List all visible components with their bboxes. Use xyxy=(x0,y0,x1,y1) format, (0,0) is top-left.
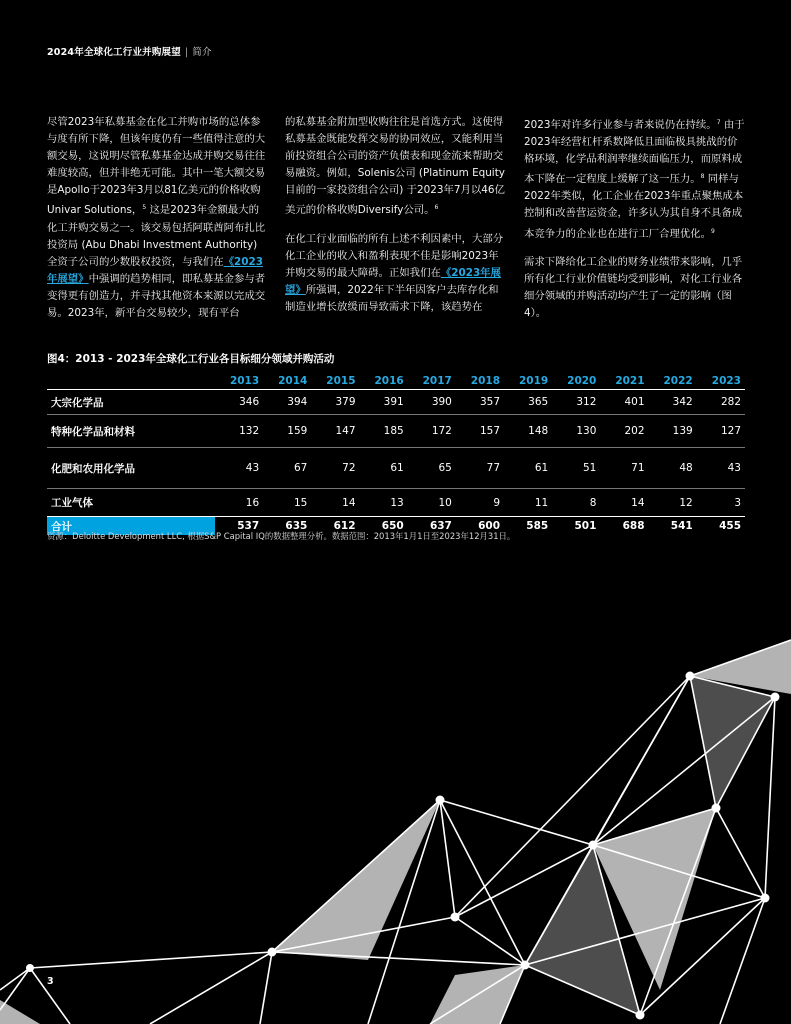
total-cell: 501 xyxy=(552,517,600,536)
table-cell: 67 xyxy=(263,448,311,489)
total-cell: 635 xyxy=(263,517,311,536)
total-cell: 637 xyxy=(408,517,456,536)
table-cell: 9 xyxy=(493,496,501,509)
table-cell: 172 xyxy=(408,415,456,448)
table-cell: 202 xyxy=(600,415,648,448)
text-run: 所强调，2022年下半年因客户去库存化和制造业增长放缓而导致需求下降，该趋势在 xyxy=(285,283,499,313)
table-cell: 3 xyxy=(734,496,741,509)
table-cell: 61 xyxy=(360,448,408,489)
year-header: 2013 xyxy=(215,372,263,390)
paragraph xyxy=(285,231,507,316)
table-row xyxy=(47,489,745,517)
footnote-ref: 5 xyxy=(142,204,147,212)
year-header: 2022 xyxy=(649,372,697,390)
table-cell: 185 xyxy=(360,415,408,448)
table-cell: 77 xyxy=(456,448,504,489)
row-label: 工业气体 xyxy=(51,497,93,509)
total-cell: 650 xyxy=(360,517,408,536)
table-cell: 14 xyxy=(631,496,645,509)
table-row xyxy=(47,448,745,489)
table-cell: 357 xyxy=(456,390,504,415)
table-cell: 148 xyxy=(504,415,552,448)
table-cell: 8 xyxy=(589,496,597,509)
page-header xyxy=(47,44,212,58)
year-header: 2021 xyxy=(600,372,648,390)
year-header: 2014 xyxy=(263,372,311,390)
table-cell: 15 xyxy=(293,496,308,509)
text-column-2 xyxy=(285,114,507,327)
table-cell: 282 xyxy=(697,390,745,415)
total-cell: 600 xyxy=(456,517,504,536)
table-cell: 71 xyxy=(600,448,648,489)
footnote-ref: 7 xyxy=(716,119,721,126)
year-header: 2020 xyxy=(552,372,600,390)
table-cell: 312 xyxy=(552,390,600,415)
text-run: 尽管2023年私募基金在化工并购市场的总体参与度有所下降，但该年度仍有一些值得注意的大额交易，这说明尽管私募基金达成并购交易往往难度较高，但并非绝无可能。其中一笔大额交易是Apollo于2023年3月以81亿美元的价格收购Univar Solutions， xyxy=(47,116,266,217)
year-header: 2019 xyxy=(504,372,552,390)
table-cell: 48 xyxy=(649,448,697,489)
year-header: 2016 xyxy=(360,372,408,390)
table-cell: 147 xyxy=(311,415,359,448)
outlook-2023-link[interactable]: 《2023年展望》 xyxy=(47,255,263,285)
text-column-1 xyxy=(47,114,269,333)
report-title: 2024年全球化工行业并购展望 xyxy=(47,47,181,58)
table-cell: 61 xyxy=(504,448,552,489)
table-cell: 10 xyxy=(438,496,452,509)
footnote-ref: 9 xyxy=(711,227,715,235)
text-run: 中强调的趋势相同，即私募基金参与者变得更有创造力，并寻找其他资本来源以完成交易。2023年，新平台交易较少，现有平台 xyxy=(47,272,266,320)
table-cell: 43 xyxy=(697,448,745,489)
row-label: 特种化学品和材料 xyxy=(47,415,215,448)
year-header-row xyxy=(47,372,745,390)
text-column-3 xyxy=(524,114,746,333)
paragraph xyxy=(524,254,746,322)
table-cell: 401 xyxy=(600,390,648,415)
section-name: 简介 xyxy=(192,47,212,58)
figure-title: 图4：2013 - 2023年全球化工行业各目标细分领域并购活动 xyxy=(47,353,335,365)
table-cell: 11 xyxy=(534,496,549,509)
text-run: 需求下降给化工企业的财务业绩带来影响，几乎所有化工行业价值链均受到影响，对化工行业各细分领域的并购活动均产生了一定的影响（图4）。 xyxy=(524,255,743,319)
year-header: 2015 xyxy=(311,372,359,390)
total-cell: 585 xyxy=(504,517,552,536)
paragraph xyxy=(47,114,269,322)
row-label: 大宗化学品 xyxy=(47,390,215,415)
total-cell: 537 xyxy=(215,517,263,536)
table-cell: 14 xyxy=(342,496,356,509)
row-label: 化肥和农用化学品 xyxy=(47,448,215,489)
text-run: 在化工行业面临的所有上述不利因素中，大部分化工企业的收入和盈利表现不佳是影响2023年并购交易的最大障碍。正如我们在 xyxy=(285,232,504,279)
table-cell: 346 xyxy=(215,390,263,415)
source-note: 资源：Deloitte Development LLC, 根据S&P Capital IQ的数据整理分析。数据范围：2013年1月1日至2023年12月31日。 xyxy=(47,531,516,541)
year-header: 2018 xyxy=(456,372,504,390)
table-cell: 127 xyxy=(697,415,745,448)
table-cell: 51 xyxy=(552,448,600,489)
table-cell: 159 xyxy=(263,415,311,448)
ma-activity-table xyxy=(47,372,745,535)
text-run: 同样与2022年类似，化工企业在2023年重点聚焦成本控制和改善营运资金，许多认为其自身不具备成本竞争力的企业也在进行工厂合理优化。 xyxy=(524,173,744,240)
table-cell: 342 xyxy=(649,390,697,415)
table-cell: 72 xyxy=(311,448,359,489)
text-run: 的私募基金附加型收购往往是首选方式。这使得私募基金既能发挥交易的协同效应，又能利用当前投资组合公司的资产负债表和现金流来帮助交易融资。例如，Solenis公司 (Platinum Equity目前的一家投资组合公司) 于2023年7月以46亿美元的价格收购Diversify公司。 xyxy=(285,116,505,217)
paragraph xyxy=(285,114,507,220)
text-run: 这是2023年金额最大的化工并购交易之一。该交易包括阿联酋阿布扎比投资局 (Abu Dhabi Investment Authority) 全资子公司的少数股权投资，与我们在 xyxy=(47,204,266,268)
table-cell: 139 xyxy=(649,415,697,448)
year-header: 2017 xyxy=(408,372,456,390)
table-cell: 130 xyxy=(552,415,600,448)
header-separator: | xyxy=(184,47,189,58)
footnote-ref: 6 xyxy=(434,204,439,212)
table-cell: 16 xyxy=(245,496,260,509)
total-cell: 541 xyxy=(649,517,697,536)
table-cell: 13 xyxy=(390,496,404,509)
table-cell: 12 xyxy=(679,496,693,509)
table-cell: 379 xyxy=(311,390,359,415)
year-header: 2023 xyxy=(697,372,745,390)
corner-cell xyxy=(47,372,215,390)
table-cell: 132 xyxy=(215,415,263,448)
paragraph xyxy=(524,114,746,243)
table-cell: 390 xyxy=(408,390,456,415)
total-cell: 612 xyxy=(311,517,359,536)
table-row xyxy=(47,415,745,448)
table-cell: 157 xyxy=(456,415,504,448)
page-number: 3 xyxy=(47,976,54,987)
footnote-ref: 8 xyxy=(700,173,705,181)
table-cell: 65 xyxy=(408,448,456,489)
text-run: 由于2023年经营杠杆系数降低且面临极具挑战的价格环境，化学品利润率继续面临压力，而原料成本下降在一定程度上缓解了这一压力。 xyxy=(524,119,745,186)
table-row xyxy=(47,390,745,415)
table-cell: 391 xyxy=(360,390,408,415)
total-cell: 688 xyxy=(600,517,648,536)
table-cell: 365 xyxy=(504,390,552,415)
outlook-2023-link[interactable]: 《2023年展望》 xyxy=(285,266,501,296)
total-cell: 455 xyxy=(697,517,745,536)
text-run: 2023年对许多行业参与者来说仍在持续。 xyxy=(524,119,717,131)
table-cell: 394 xyxy=(263,390,311,415)
total-label: 合计 xyxy=(47,517,215,536)
table-cell: 43 xyxy=(215,448,263,489)
